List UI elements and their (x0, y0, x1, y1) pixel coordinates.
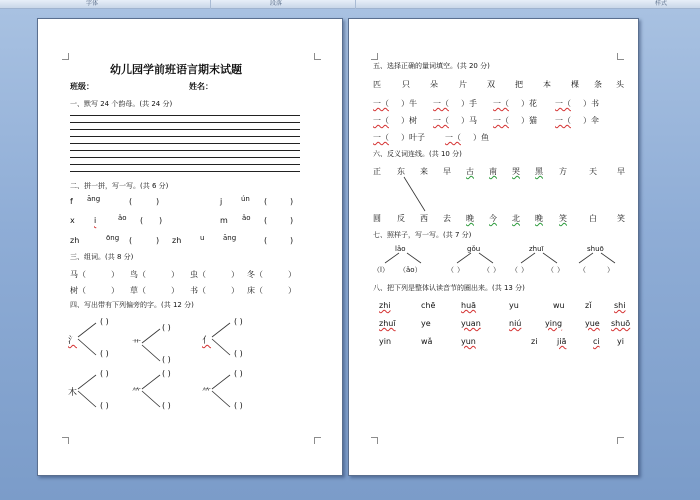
radical-branch-lines (38, 19, 343, 476)
section-7-heading: 七、照样子，写一写。(共 7 分) (373, 231, 472, 239)
ribbon-group-bar (0, 0, 700, 9)
name-label: 姓名： (189, 82, 213, 91)
ribbon-tab-paragraph[interactable]: 段落 (270, 0, 283, 7)
document-page-right[interactable]: 五、选择正确的量词填空。(共 20 分) 匹 只 朵 片 双 把 本 棵 条 头 一（ ）牛 一（ ）手 一（ ）花 一（ ）书 一（ ）树 一（ ）马 一（ ）猫 一（ ）伞 一（ ）叶子 一（ ）鱼 六、反义词连线。(共 10 分) 正 东 来 早 古 南 哭 黑 方 天 早 圆 反 西 去 晚 今 北 晚 笑 白 笑 七、照样子，写一写。(共 7 分) lǎo gǒu zhuī shuō （l） （ǎo） （ ） （ ） （ ） （ ） （ ） 八、把下列是整体认读音节的圈出来。(共 13 分) zhi chē huā yu wu zǐ shi zhuī ye yuan niú ying yue shuō yin wǎ yun zi jiā ci yi (348, 18, 639, 476)
ribbon-separator (355, 0, 356, 9)
ribbon-tab-styles[interactable]: 样式 (655, 0, 668, 7)
ribbon-tab-font[interactable]: 字体 (86, 0, 99, 7)
syllable-split-lines (349, 19, 639, 476)
class-label: 班级： (70, 82, 94, 91)
section-3-heading: 三、组词。(共 8 分) (70, 253, 134, 261)
document-page-left[interactable]: 幼儿园学前班语言期末试题 班级： 姓名： 一、默写 24 个韵母。(共 24 分) 二、拼一拼，写一写。(共 6 分) f āng ( ) j ún ( ) x i ǎo ( ) m ǎo ( ) zh ōng ( ) zh u āng ( ) 三、组词。(共 8 分) 马（ ） 鸟（ ） 虫（ ） 冬（ ） 树（ ） 草（ ） 书（ ） 床（ ） 四、写出带有下列偏旁的字。(共 12 分) 氵 ( ) ( ) 艹 ( ) ( ) 亻 ( ) ( ) 木 ( ) ( ) ⺮ ( ) ( ) ⺮ ( ) ( ) (37, 18, 343, 476)
section-2-heading: 二、拼一拼，写一写。(共 6 分) (70, 182, 169, 190)
section-6-heading: 六、反义词连线。(共 10 分) (373, 150, 462, 158)
ribbon-separator (210, 0, 211, 9)
page-title: 幼儿园学前班语言期末试题 (110, 63, 242, 76)
section-1-heading: 一、默写 24 个韵母。(共 24 分) (70, 100, 173, 108)
section-5-heading: 五、选择正确的量词填空。(共 20 分) (373, 62, 490, 70)
section-4-heading: 四、写出带有下列偏旁的字。(共 12 分) (70, 301, 194, 309)
section-8-heading: 八、把下列是整体认读音节的圈出来。(共 13 分) (373, 284, 525, 292)
